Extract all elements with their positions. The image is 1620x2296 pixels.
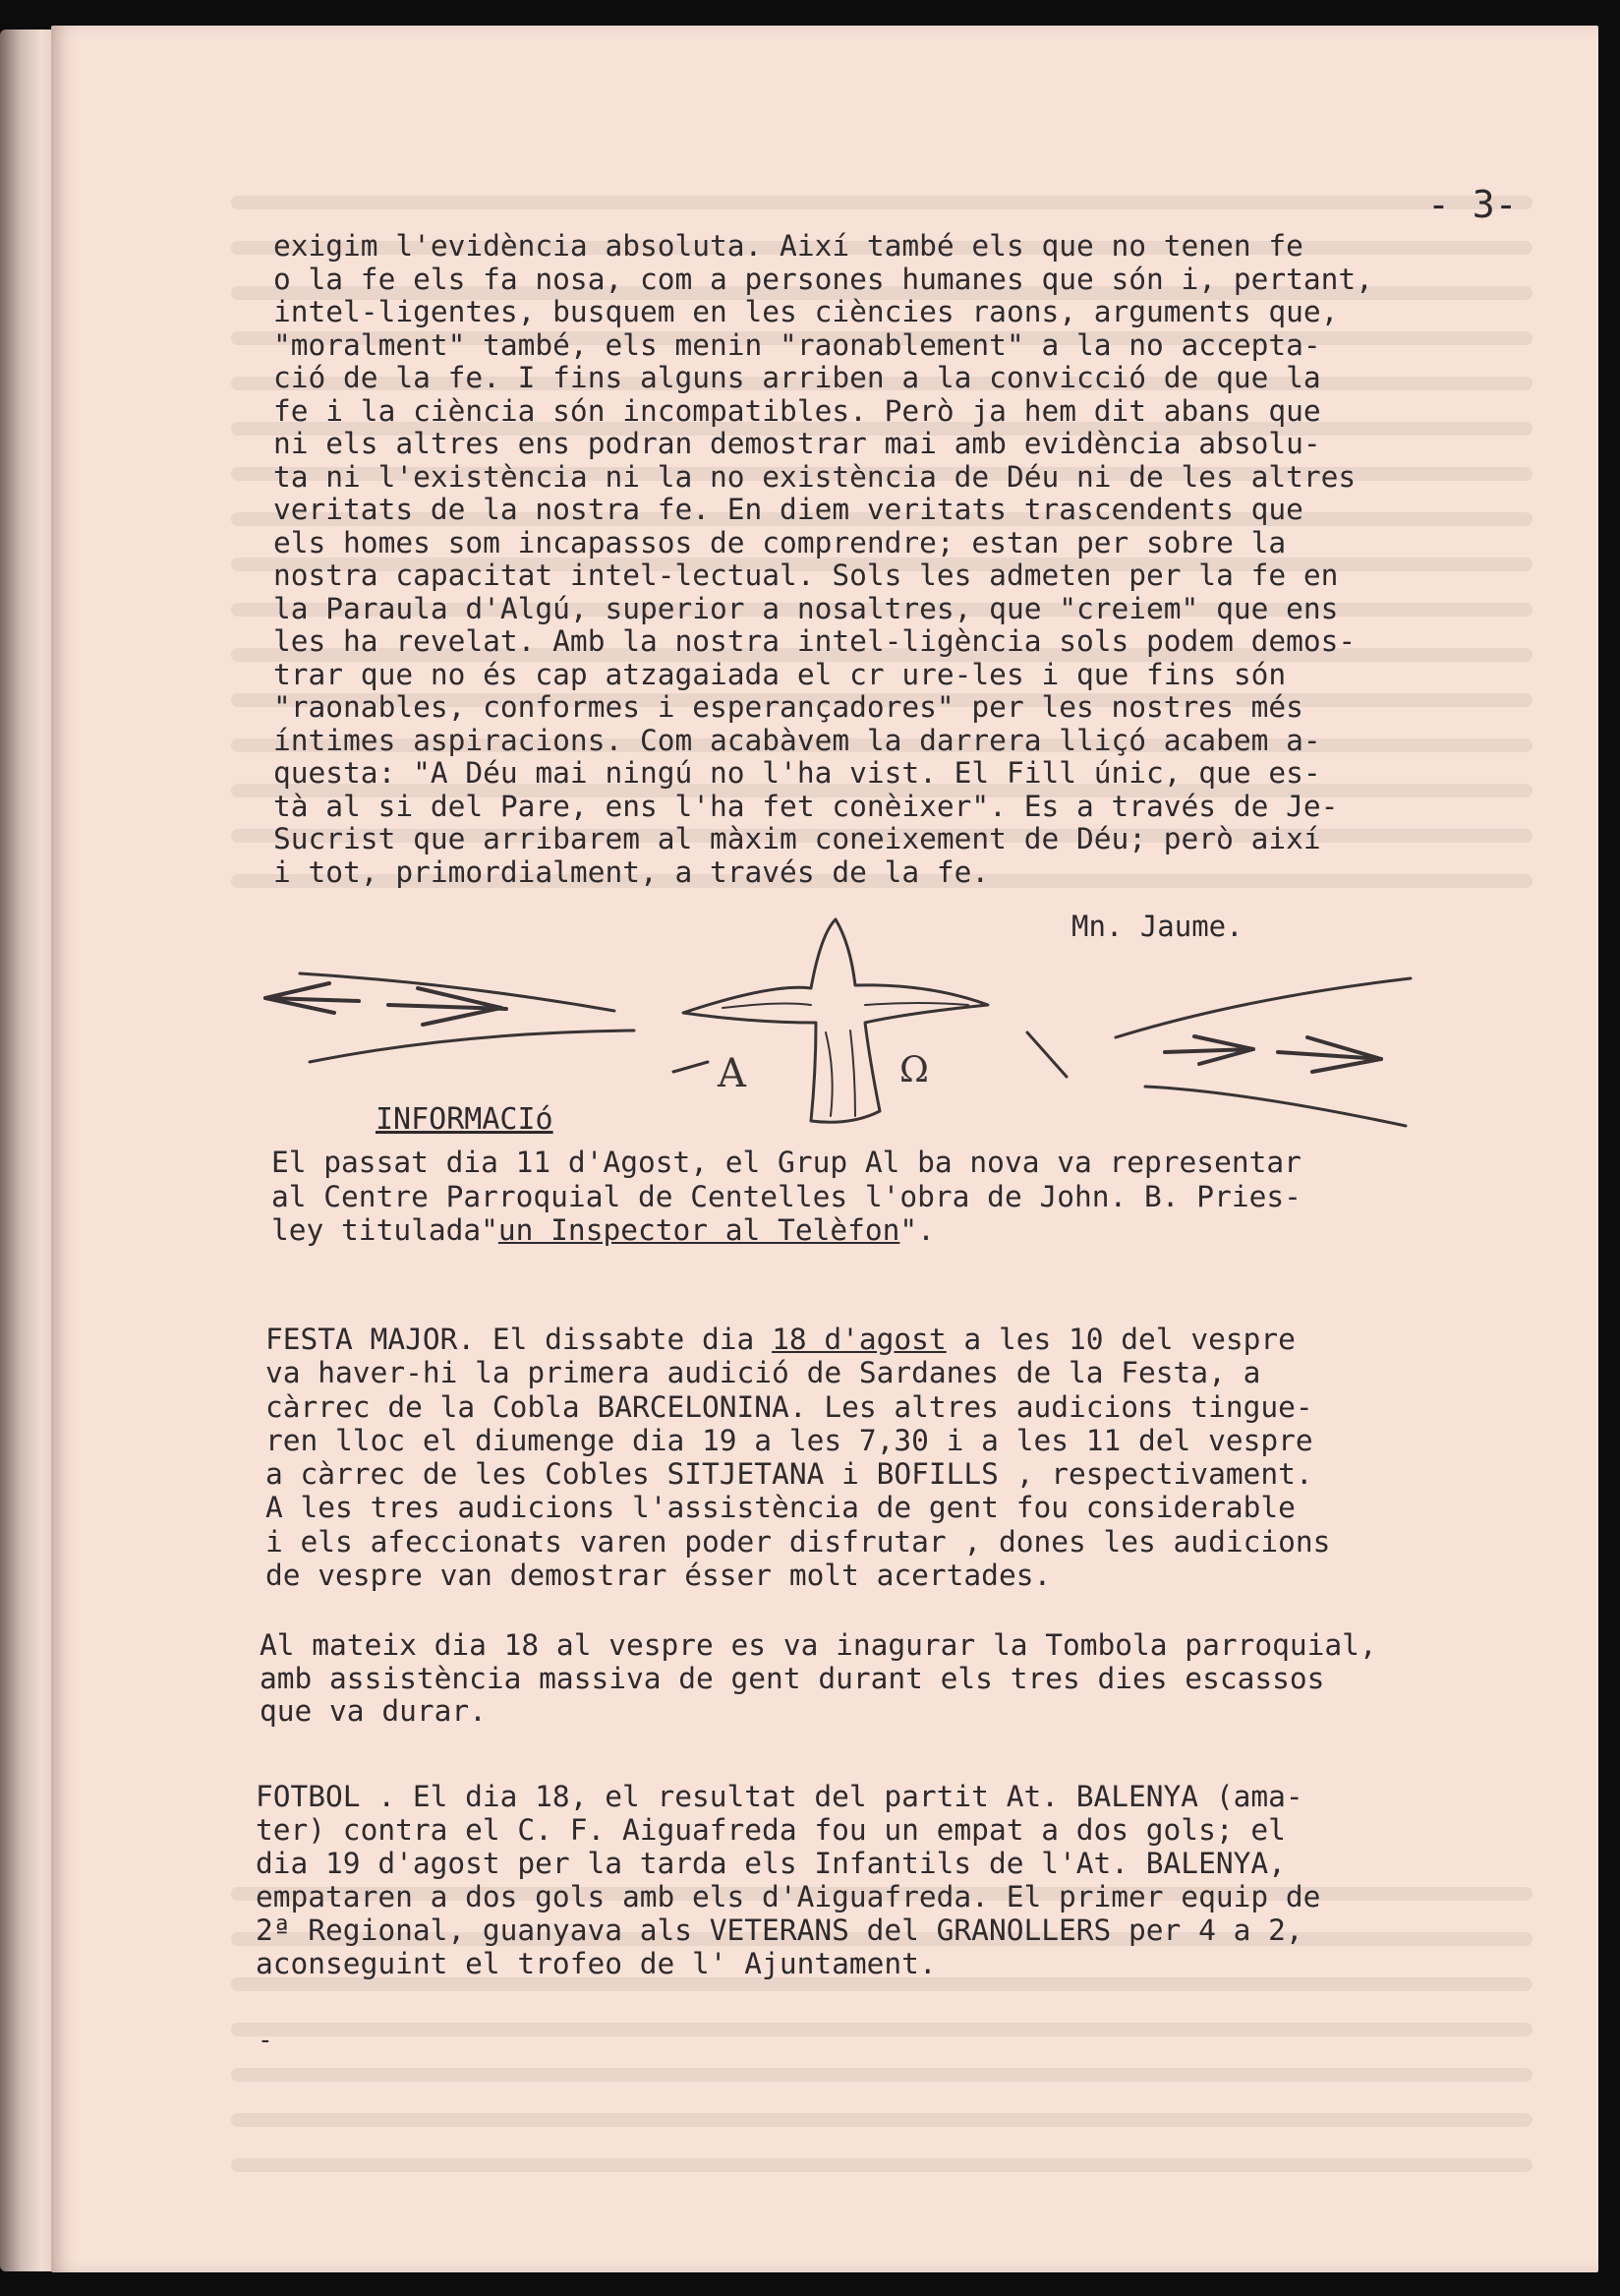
text-line: El passat dia 11 d'Agost, el Grup Al ba nova va representar bbox=[271, 1146, 1302, 1179]
text-line: al Centre Parroquial de Centelles l'obra de John. B. Pries- bbox=[271, 1179, 1302, 1213]
text-line: FOTBOL . El dia 18, el resultat del partit At. BALENYA (ama- bbox=[256, 1780, 1303, 1813]
text-line: tà al si del Pare, ens l'ha fet conèixer". Es a través de Je- bbox=[273, 789, 1339, 823]
text-line: a càrrec de les Cobles SITJETANA i BOFILLS , respectivament. bbox=[265, 1457, 1313, 1492]
text-line: veritats de la nostra fe. En diem veritats trascendents que bbox=[273, 493, 1303, 526]
text-line: dia 19 d'agost per la tarda els Infantils de l'At. BALENYA, bbox=[256, 1847, 1286, 1880]
text-line bbox=[265, 1323, 1330, 1356]
text-line: els homes som incapassos de comprendre; estan per sobre la bbox=[273, 525, 1287, 559]
book-binding bbox=[0, 29, 59, 2271]
text-line: empataren a dos gols amb els d'Aiguafreda. El primer equip de bbox=[256, 1880, 1321, 1913]
text-line: càrrec de la Cobla BARCELONINA. Les altres audicions tingue- bbox=[265, 1389, 1313, 1424]
text-line: o la fe els fa nosa, com a persones humanes que són i, pertant, bbox=[273, 262, 1373, 296]
page-number: - 3- bbox=[1427, 183, 1518, 226]
text-line: questa: "A Déu mai ningú no l'ha vist. El Fill únic, que es- bbox=[273, 756, 1321, 790]
text-line: Al mateix dia 18 al vespre es va inagurar la Tombola parroquial, bbox=[260, 1628, 1377, 1662]
text-line: "raonables, conformes i esperançadores" per les nostres més bbox=[273, 690, 1303, 724]
text-line: va haver-hi la primera audició de Sardanes de la Festa, a bbox=[265, 1356, 1261, 1390]
text-line bbox=[271, 1213, 1302, 1248]
text-line: que va durar. bbox=[260, 1694, 487, 1728]
text-line: ció de la fe. I fins alguns arriben a la convicció de que la bbox=[273, 361, 1321, 394]
body-paragraph bbox=[273, 230, 1373, 889]
text-line: i els afeccionats varen poder disfrutar , dones les audicions bbox=[265, 1524, 1331, 1559]
text-line: amb assistència massiva de gent durant els tres dies escassos bbox=[260, 1661, 1325, 1695]
play-title: un Inspector al Telèfon bbox=[497, 1213, 900, 1248]
omega-symbol: Ω bbox=[899, 1050, 929, 1090]
trailing-mark: - bbox=[258, 2026, 273, 2055]
text-line: ter) contra el C. F. Aiguafreda fou un empat a dos gols; el bbox=[256, 1813, 1286, 1847]
section-heading-informacio: INFORMACIó bbox=[376, 1102, 553, 1137]
text-line: ren lloc el diumenge dia 19 a les 7,30 i a les 11 del vespre bbox=[265, 1423, 1313, 1457]
text-line: A les tres audicions l'assistència de gent fou considerable bbox=[265, 1491, 1296, 1525]
text-fragment: ". bbox=[899, 1213, 935, 1248]
text-line: aconseguint el trofeo de l' Ajuntament. bbox=[256, 1947, 937, 1980]
text-line: de vespre van demostrar ésser molt acertades. bbox=[265, 1559, 1052, 1593]
signature: Mn. Jaume. bbox=[1071, 910, 1244, 943]
text-line: fe i la ciència són incompatibles. Però ja hem dit abans que bbox=[273, 393, 1321, 428]
text-line: exigim l'evidència absoluta. Així també els que no tenen fe bbox=[273, 229, 1303, 263]
text-line: intel-ligentes, busquem en les ciències raons, arguments que, bbox=[273, 295, 1339, 328]
text-fragment: a les 10 del vespre bbox=[946, 1323, 1296, 1356]
festa-major-paragraph bbox=[265, 1323, 1330, 1592]
text-line: íntimes aspiracions. Com acabàvem la darrera lliçó acabem a- bbox=[273, 723, 1321, 757]
tombola-paragraph bbox=[260, 1629, 1377, 1729]
text-line: la Paraula d'Algú, superior a nosaltres, que "creiem" que ens bbox=[273, 591, 1339, 625]
text-fragment: FESTA MAJOR. El dissabte dia bbox=[265, 1323, 773, 1356]
text-line: Sucrist que arribarem al màxim coneixement de Déu; però així bbox=[273, 822, 1321, 855]
text-line: "moralment" també, els menin "raonablement" a la no accepta- bbox=[273, 327, 1321, 362]
text-line: 2ª Regional, guanyava als VETERANS del GRANOLLERS per 4 a 2, bbox=[256, 1913, 1303, 1947]
text-line: i tot, primordialment, a través de la fe. bbox=[273, 854, 990, 889]
event-date: 18 d'agost bbox=[772, 1323, 947, 1356]
text-line: trar que no és cap atzagaiada el cr ure-les i que fins són bbox=[273, 657, 1287, 691]
alpha-symbol: A bbox=[718, 1051, 746, 1096]
text-line: nostra capacitat intel-lectual. Sols les admeten per la fe en bbox=[273, 559, 1339, 592]
text-line: ni els altres ens podran demostrar mai amb evidència absolu- bbox=[273, 427, 1321, 460]
text-line: les ha revelat. Amb la nostra intel-ligència sols podem demos- bbox=[273, 624, 1357, 658]
fotbol-paragraph bbox=[256, 1780, 1320, 1980]
text-fragment: ley titulada" bbox=[271, 1213, 498, 1248]
informacio-paragraph bbox=[271, 1146, 1302, 1248]
text-line: ta ni l'existència ni la no existència de Déu ni de les altres bbox=[273, 459, 1357, 494]
